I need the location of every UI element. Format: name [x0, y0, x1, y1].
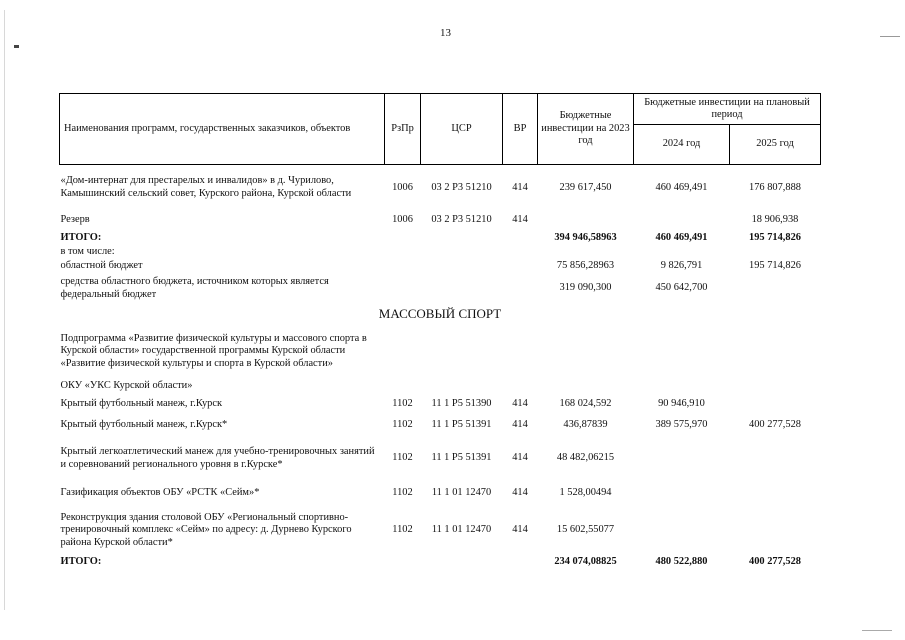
- header-name: Наименования программ, государственных заказчиков, объектов: [60, 94, 385, 165]
- header-planned-period: Бюджетные инвестиции на плановый период: [634, 94, 821, 125]
- value-2024: 389 575,970: [655, 418, 708, 430]
- object-name: Крытый футбольный манеж, г.Курск: [60, 397, 223, 409]
- value-2023: 319 090,300: [559, 282, 612, 294]
- vr-cell: 414: [512, 181, 528, 193]
- table-row: [60, 506, 821, 556]
- object-name: Крытый футбольный манеж, г.Курск*: [60, 418, 228, 430]
- value-2025: 18 906,938: [751, 214, 799, 226]
- budget-investment-table: [59, 93, 821, 570]
- rzpr-cell: 1102: [392, 524, 413, 536]
- table-row: [60, 246, 821, 259]
- rzpr-cell: 1006: [392, 181, 413, 193]
- total-label: ИТОГО:: [60, 231, 102, 243]
- object-name: Реконструкция здания столовой ОБУ «Региональный спортивно-тренировочный комплекс «Сейм» по адресу: д. Дурнево Курского района Курской области*: [60, 511, 352, 548]
- header-2024: 2024 год: [634, 125, 730, 165]
- csr-cell: 11 1 Р5 51391: [431, 418, 492, 430]
- value-2023: 75 856,28963: [556, 260, 615, 272]
- table-row: [60, 482, 821, 506]
- vr-cell: 414: [512, 214, 528, 226]
- value-2024: 450 642,700: [655, 282, 708, 294]
- value-2025: 400 277,528: [749, 418, 801, 430]
- value-2023: 1 528,00494: [559, 487, 612, 499]
- value-2023: 15 602,55077: [556, 524, 615, 536]
- value-2025: [730, 506, 821, 556]
- value-2025: [730, 275, 821, 303]
- header-csr: ЦСР: [421, 94, 503, 165]
- value-2024: [634, 506, 730, 556]
- value-2023: 394 946,58963: [554, 231, 617, 243]
- scan-edge: [4, 10, 5, 610]
- subprogram-name: Подпрограмма «Развитие физической культуры и массового спорта в Курской области» государственной программы Курской области «Развитие физической культуры и спорта в Курской области»: [60, 332, 367, 369]
- rzpr-cell: 1102: [392, 487, 413, 499]
- rzpr-cell: 1102: [392, 418, 413, 430]
- customer-name: ОКУ «УКС Курской области»: [60, 379, 193, 391]
- section-title: МАССОВЫЙ СПОРТ: [378, 305, 502, 321]
- rzpr-cell: 1102: [392, 397, 413, 409]
- scan-mark: [862, 630, 892, 631]
- vr-cell: 414: [512, 418, 528, 430]
- rzpr-cell: 1006: [392, 214, 413, 226]
- section-row: [60, 303, 821, 325]
- value-2025: [730, 482, 821, 506]
- value-2024: [634, 436, 730, 482]
- csr-cell: 11 1 Р5 51391: [431, 452, 492, 464]
- header-vr: ВР: [503, 94, 538, 165]
- csr-cell: 11 1 01 12470: [431, 524, 492, 536]
- table-row: [60, 259, 821, 275]
- header-2025: 2025 год: [730, 125, 821, 165]
- header-invest-2023: Бюджетные инвестиции на 2023 год: [538, 94, 634, 165]
- value-2024: 480 522,880: [655, 556, 708, 568]
- scan-mark: [14, 45, 19, 48]
- value-2023: 234 074,08825: [554, 556, 617, 568]
- value-2024: [634, 482, 730, 506]
- value-2025: [730, 394, 821, 415]
- csr-cell: 03 2 Р3 51210: [431, 181, 492, 193]
- value-2023: 48 482,06215: [556, 452, 615, 464]
- value-2025: [730, 436, 821, 482]
- value-2023: 436,87839: [563, 418, 608, 430]
- value-2025: 176 807,888: [749, 181, 801, 193]
- vr-cell: 414: [512, 487, 528, 499]
- rzpr-cell: 1102: [392, 452, 413, 464]
- object-name: Резерв: [60, 214, 90, 226]
- total-row: [60, 231, 821, 246]
- subtotal-caption: в том числе:: [60, 245, 115, 257]
- vr-cell: 414: [512, 524, 528, 536]
- header-rzpr: РзПр: [385, 94, 421, 165]
- value-2024: 460 469,491: [655, 181, 708, 193]
- table-row: [60, 394, 821, 415]
- value-2023: [538, 211, 634, 231]
- table-row: [60, 211, 821, 231]
- value-2024: 460 469,491: [655, 231, 708, 243]
- page-number: 13: [440, 27, 451, 39]
- table-row: [60, 325, 821, 379]
- value-2023: 168 024,592: [559, 397, 612, 409]
- object-name: «Дом-интернат для престарелых и инвалидов» в д. Чурилово, Камышинский сельский совет, Курского района, Курской области: [60, 175, 352, 199]
- scan-mark: [880, 36, 900, 37]
- total-label: ИТОГО:: [60, 556, 102, 568]
- value-2024: 90 946,910: [658, 397, 705, 409]
- value-2024: [634, 211, 730, 231]
- table-row: [60, 379, 821, 394]
- budget-source: областной бюджет: [60, 260, 143, 272]
- csr-cell: 03 2 Р3 51210: [431, 214, 492, 226]
- value-2025: 400 277,528: [749, 556, 801, 568]
- object-name: Газификация объектов ОБУ «РСТК «Сейм»*: [60, 487, 260, 499]
- value-2024: 9 826,791: [660, 260, 703, 272]
- table-row: [60, 165, 821, 211]
- csr-cell: 11 1 01 12470: [431, 487, 492, 499]
- table-row: [60, 436, 821, 482]
- value-2023: 239 617,450: [559, 181, 612, 193]
- object-name: Крытый легкоатлетический манеж для учебно-тренировочных занятий и соревнований регионального уровня в г.Курске*: [60, 446, 375, 470]
- budget-source: средства областного бюджета, источником которых является федеральный бюджет: [60, 276, 329, 300]
- value-2025: 195 714,826: [749, 260, 801, 272]
- value-2025: 195 714,826: [749, 231, 801, 243]
- csr-cell: 11 1 Р5 51390: [431, 397, 492, 409]
- vr-cell: 414: [512, 397, 528, 409]
- vr-cell: 414: [512, 452, 528, 464]
- table-row: [60, 275, 821, 303]
- table-row: [60, 415, 821, 436]
- total-row: [60, 556, 821, 570]
